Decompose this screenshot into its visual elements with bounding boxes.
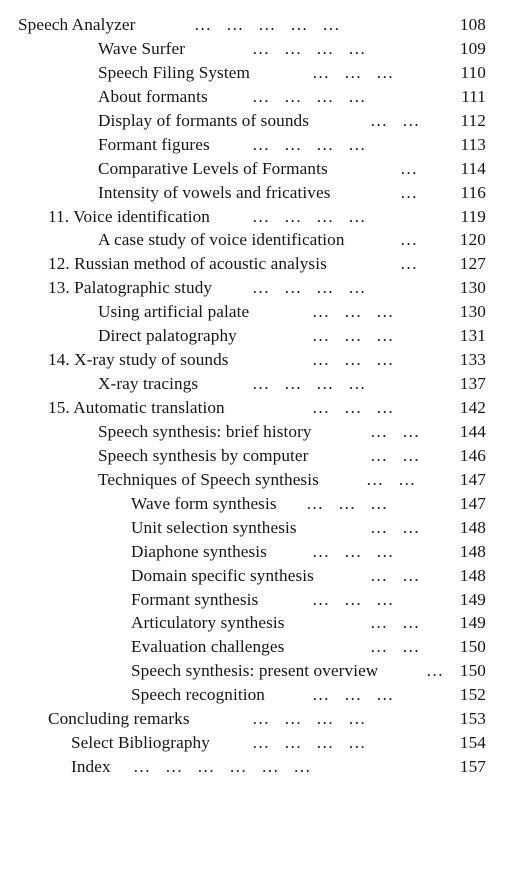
toc-entry	[0, 731, 505, 755]
toc-entry-title: 11. Voice identification	[48, 206, 210, 226]
toc-entry	[0, 228, 505, 252]
toc-entry	[0, 420, 505, 444]
toc-entry	[0, 324, 505, 348]
toc-entry-page: 111	[461, 86, 486, 106]
toc-entry-leader: … …	[366, 469, 416, 489]
toc-entry-page: 119	[460, 206, 486, 226]
toc-entry-title: About formants	[98, 86, 208, 106]
toc-entry-page: 127	[459, 254, 486, 274]
toc-entry-title: Wave form synthesis	[131, 493, 277, 513]
toc-entry-page: 146	[459, 445, 486, 465]
toc-entry-page: 153	[459, 709, 486, 729]
toc-entry-page: 148	[459, 541, 486, 561]
toc-entry	[0, 492, 505, 516]
toc-entry-title: Articulatory synthesis	[131, 613, 285, 633]
toc-entry-title: Speech Analyzer	[18, 15, 136, 34]
toc-entry-title: 13. Palatographic study	[48, 278, 213, 298]
toc-entry-title: Techniques of Speech synthesis	[98, 469, 319, 489]
toc-entry-leader: … … …	[312, 326, 394, 346]
toc-entry-page: 116	[460, 182, 486, 202]
toc-entry-page: 109	[459, 38, 486, 58]
toc-entry	[0, 540, 505, 564]
toc-entry	[0, 181, 505, 205]
toc-entry-title: X-ray tracings	[98, 374, 199, 394]
toc-entry-leader: … … …	[312, 302, 394, 322]
toc-entry-title: Speech Filing System	[98, 62, 250, 82]
toc-entry	[0, 13, 505, 37]
toc-entry	[0, 683, 505, 707]
toc-entry-title: Diaphone synthesis	[131, 541, 267, 561]
toc-entry-leader: … … …	[312, 350, 394, 370]
toc-entry-leader: … …	[370, 110, 420, 130]
toc-entry-title: Intensity of vowels and fricatives	[98, 182, 331, 202]
toc-entry-page: 131	[459, 326, 486, 346]
toc-entry-title: Evaluation challenges	[131, 637, 285, 657]
toc-entry	[0, 85, 505, 109]
toc-entry	[0, 396, 505, 420]
toc-entry-leader: … …	[370, 445, 420, 465]
toc-entry-title: 14. X-ray study of sounds	[48, 350, 229, 370]
toc-entry-title: Select Bibliography	[71, 733, 210, 753]
toc-entry-page: 150	[459, 637, 486, 657]
toc-entry-title: Speech synthesis: brief history	[98, 421, 312, 441]
toc-entry-page: 152	[459, 685, 486, 705]
toc-entry-page: 148	[459, 565, 486, 585]
toc-entry-title: Comparative Levels of Formants	[98, 158, 328, 178]
toc-entry-page: 130	[459, 278, 486, 298]
toc-entry-title: Domain specific synthesis	[131, 565, 314, 585]
toc-entry-title: Speech recognition	[131, 685, 266, 705]
toc-entry	[0, 61, 505, 85]
toc-entry-leader: …	[426, 661, 444, 681]
toc-entry-leader: … …	[370, 565, 420, 585]
toc-entry-leader: …	[400, 254, 418, 274]
toc-entry-title: Using artificial palate	[98, 302, 250, 322]
toc-entry	[0, 611, 505, 635]
toc-entry-title: Concluding remarks	[48, 709, 190, 729]
toc-entry-leader: … … …	[312, 62, 394, 82]
toc-entry-title: Speech synthesis: present overview	[131, 661, 379, 681]
toc-entry-page: 147	[459, 469, 486, 489]
toc-entry-title: 12. Russian method of acoustic analysis	[48, 254, 327, 274]
toc-entry	[0, 755, 505, 779]
toc-entry-page: 110	[460, 62, 486, 82]
toc-entry	[0, 133, 505, 157]
toc-entry	[0, 205, 505, 229]
toc-entry-leader: … … … …	[252, 733, 366, 753]
toc-entry	[0, 707, 505, 731]
toc-entry	[0, 444, 505, 468]
toc-entry	[0, 109, 505, 133]
toc-entry-title: A case study of voice identification	[98, 230, 345, 250]
toc-entry-page: 148	[459, 517, 486, 537]
toc-entry	[0, 348, 505, 372]
toc-entry-page: 142	[459, 398, 486, 417]
toc-entry-page: 157	[459, 757, 486, 777]
toc-entry-page: 113	[460, 134, 486, 154]
toc-entry-leader: …	[400, 182, 418, 202]
toc-entry-leader: … … … …	[252, 374, 366, 394]
toc-entry-leader: … …	[370, 517, 420, 537]
toc-entry-page: 114	[460, 158, 486, 178]
toc-entry-page: 120	[459, 230, 486, 250]
toc-entry-leader: …	[400, 158, 418, 178]
table-of-contents	[0, 13, 505, 779]
toc-entry	[0, 37, 505, 61]
toc-entry-leader: …	[400, 230, 418, 250]
toc-entry-leader: … … … …	[252, 278, 366, 298]
toc-entry-page: 154	[459, 733, 486, 753]
toc-entry-leader: … … …	[306, 493, 388, 513]
toc-entry-title: Unit selection synthesis	[131, 517, 297, 537]
toc-entry-leader: … … …	[312, 398, 394, 417]
toc-entry-title: Wave Surfer	[98, 38, 186, 58]
toc-entry-leader: … … … … …	[194, 15, 340, 34]
toc-entry-title: Display of formants of sounds	[98, 110, 310, 130]
toc-entry	[0, 300, 505, 324]
toc-entry	[0, 276, 505, 300]
toc-entry-title: Formant figures	[98, 134, 210, 154]
toc-entry-leader: … … … … … …	[133, 757, 312, 777]
toc-entry	[0, 252, 505, 276]
toc-entry-leader: … …	[370, 637, 420, 657]
toc-entry-title: Direct palatography	[98, 326, 237, 346]
toc-entry-leader: … … …	[312, 541, 394, 561]
toc-entry-page: 130	[459, 302, 486, 322]
toc-entry-page: 149	[459, 613, 486, 633]
toc-entry-page: 108	[459, 15, 486, 34]
toc-entry	[0, 516, 505, 540]
toc-entry-leader: … …	[370, 421, 420, 441]
toc-entry-page: 144	[459, 421, 486, 441]
toc-entry-page: 149	[459, 589, 486, 609]
toc-entry-page: 133	[459, 350, 486, 370]
toc-entry-title: Formant synthesis	[131, 589, 259, 609]
toc-entry-leader: … …	[370, 613, 420, 633]
toc-entry	[0, 468, 505, 492]
toc-entry-title: Index	[71, 757, 111, 777]
toc-entry	[0, 659, 505, 683]
toc-entry-page: 147	[459, 493, 486, 513]
toc-entry-leader: … … … …	[252, 86, 366, 106]
toc-entry-leader: … … … …	[252, 38, 366, 58]
toc-entry	[0, 588, 505, 612]
toc-entry	[0, 635, 505, 659]
toc-entry-page: 150	[459, 661, 486, 681]
toc-entry-page: 112	[460, 110, 486, 130]
toc-entry-leader: … … … …	[252, 709, 366, 729]
toc-entry	[0, 372, 505, 396]
toc-entry	[0, 564, 505, 588]
toc-entry-title: Speech synthesis by computer	[98, 445, 309, 465]
toc-entry-leader: … … …	[312, 685, 394, 705]
toc-entry-leader: … … … …	[252, 134, 366, 154]
toc-entry-leader: … … … …	[252, 206, 366, 226]
toc-entry-title: 15. Automatic translation	[48, 398, 225, 417]
toc-entry-page: 137	[459, 374, 486, 394]
toc-entry	[0, 157, 505, 181]
toc-entry-leader: … … …	[312, 589, 394, 609]
